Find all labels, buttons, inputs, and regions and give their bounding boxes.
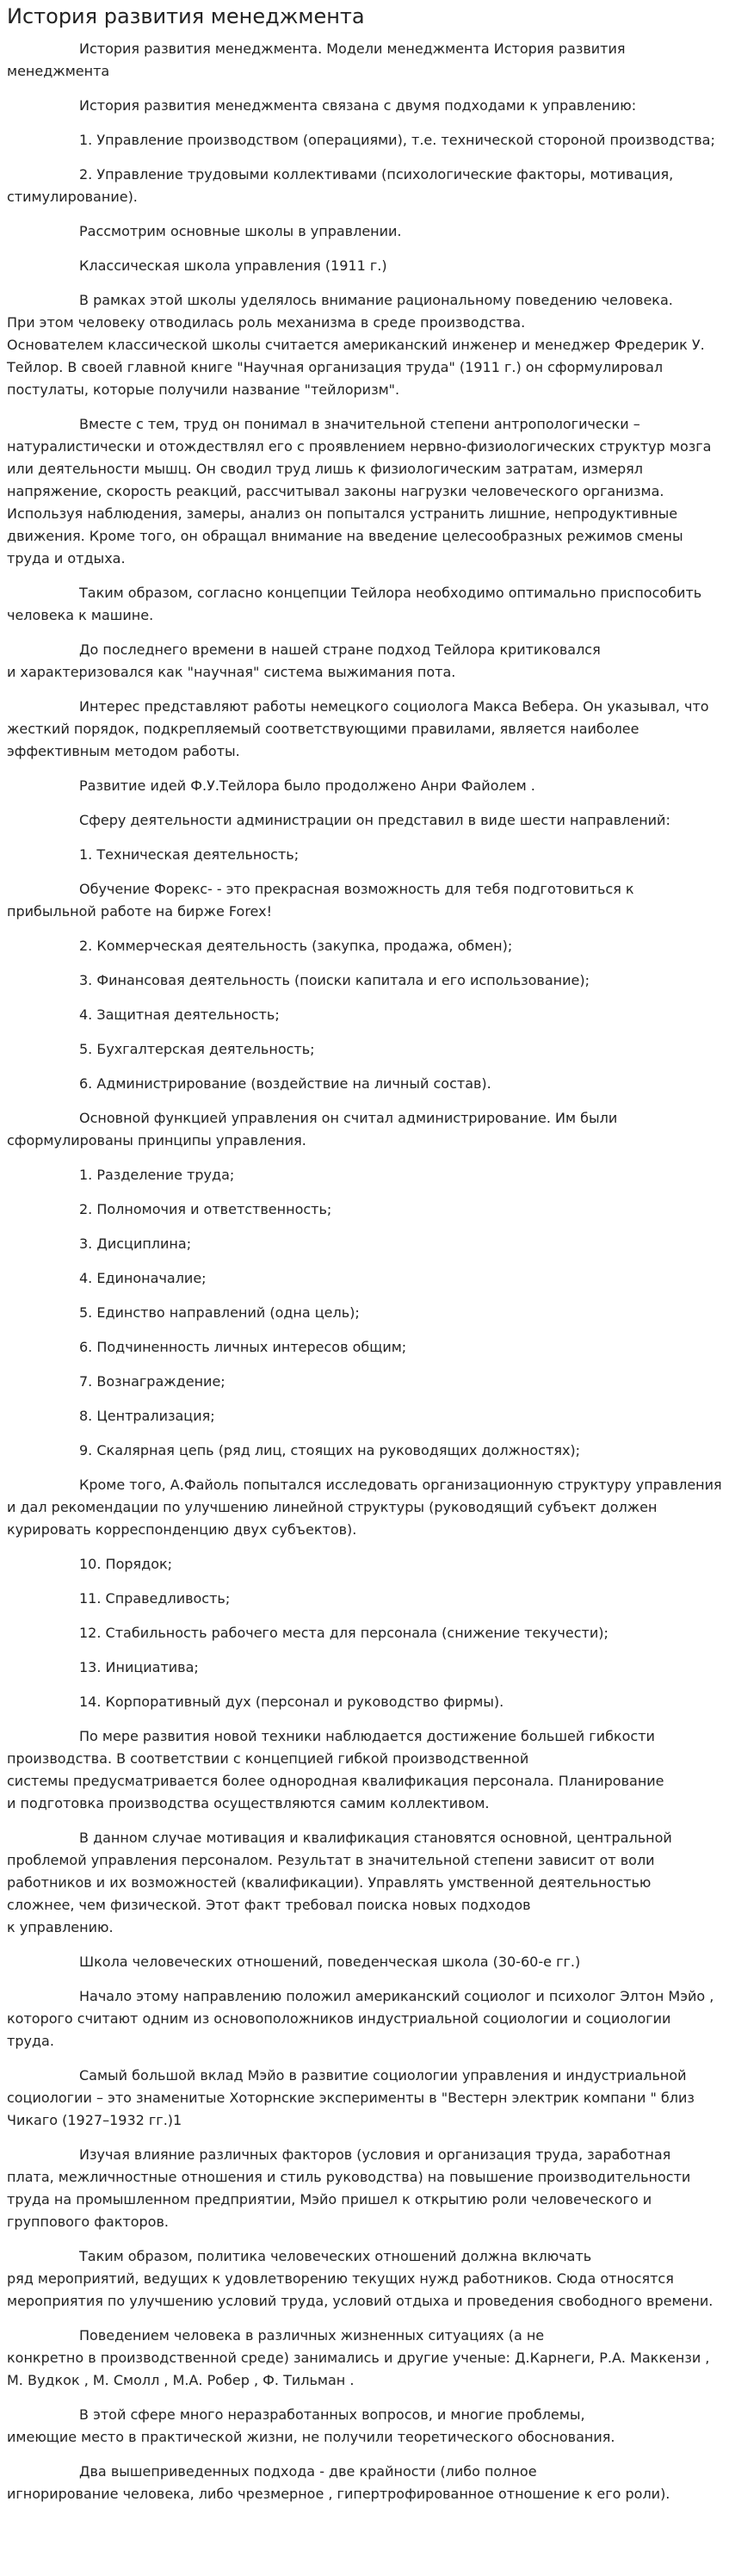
paragraph: Самый большой вклад Мэйо в развитие социологии управления и индустриальной социологии – это знаменитые Хоторнские эксперименты в "Вестерн электрик компани " близ Чикаго (1927–1932 гг.)1 (7, 2067, 695, 2128)
paragraph: Таким образом, политика человеческих отношений должна включать ряд мероприятий, ведущих к удовлетворению текущих нужд работников. Сюда относятся мероприятия по улучшению условий труда, условий отдыха и проведения свободного времени. (7, 2248, 714, 2309)
article-body (7, 38, 722, 2505)
paragraph: 6. Администрирование (воздействие на личный состав). (79, 1075, 491, 1092)
paragraph: В данном случае мотивация и квалификация становятся основной, центральной проблемой управления персоналом. Результат в значительной степени зависит от воли работников и их возможностей (квалификации). Управлять умственной деятельностью сложнее, чем физической. Этот факт требовал поиска новых подходов к управлению. (7, 1830, 672, 1935)
paragraph: Начало этому направлению положил американский социолог и психолог Элтон Мэйо , которого считают одним из основоположников индустриальной социологии и социологии труда. (7, 1988, 714, 2049)
paragraph: Интерес представляют работы немецкого социолога Макса Вебера. Он указывал, что жесткий порядок, подкрепляемый соответствующими правилами, является наиболее эффективным методом работы. (7, 698, 709, 759)
paragraph: Изучая влияние различных факторов (условия и организация труда, заработная плата, межличностные отношения и стиль руководства) на повышение производительности труда на промышленном предприятии, Мэйо пришел к открытию роли человеческого и группового факторов. (7, 2146, 691, 2230)
paragraph: История развития менеджмента. Модели менеджмента История развития менеджмента (7, 40, 626, 79)
paragraph: Обучение Форекс- - это прекрасная возможность для тебя подготовиться к прибыльной работе на бирже Forex! (7, 881, 634, 920)
paragraph: 1. Разделение труда; (79, 1167, 235, 1183)
paragraph: Вместе с тем, труд он понимал в значительной степени антропологически –натуралистически и отождествлял его с проявлением нервно-физиологических структур мозга или деятельности мышц. Он сводил труд лишь к физиологическим затратам, измерял напряжение, скорость реакций, рассчитывал законы нагрузки человеческого организма. Используя наблюдения, замеры, анализ он попытался устранить лишние, непродуктивные движения. Кроме того, он обращал внимание на введение целесообразных режимов смены труда и отдыха. (7, 416, 712, 567)
paragraph: Основной функцией управления он считал администрирование. Им были сформулированы принципы управления. (7, 1110, 618, 1149)
paragraph: 5. Единство направлений (одна цель); (79, 1304, 360, 1321)
paragraph: 4. Единоначалие; (79, 1270, 207, 1286)
paragraph: Классическая школа управления (1911 г.) (79, 257, 387, 274)
paragraph: 4. Защитная деятельность; (79, 1006, 280, 1023)
paragraph: 6. Подчиненность личных интересов общим; (79, 1339, 407, 1355)
paragraph: Рассмотрим основные школы в управлении. (79, 223, 402, 239)
paragraph: 5. Бухгалтерская деятельность; (79, 1041, 315, 1057)
paragraph: 11. Справедливость; (79, 1590, 231, 1607)
paragraph: 12. Стабильность рабочего места для персонала (снижение текучести); (79, 1625, 609, 1641)
paragraph: 2. Управление трудовыми коллективами (психологические факторы, мотивация, стимулирование). (7, 166, 674, 205)
paragraph: Таким образом, согласно концепции Тейлора необходимо оптимально приспособить человека к машине. (7, 585, 702, 623)
paragraph: 3. Финансовая деятельность (поиски капитала и его использование); (79, 972, 590, 988)
paragraph: 9. Скалярная цепь (ряд лиц, стоящих на руководящих должностях); (79, 1442, 581, 1458)
paragraph: Сферу деятельности администрации он представил в виде шести направлений: (79, 812, 670, 828)
paragraph: 1. Техническая деятельность; (79, 846, 300, 863)
paragraph: Поведением человека в различных жизненных ситуациях (а не конкретно в производственной среде) занимались и другие ученые: Д.Карнеги, Р.А. Маккензи , М. Вудкок , М. Смолл , М.А. Робер , Ф. Тильман . (7, 2327, 710, 2388)
paragraph: Развитие идей Ф.У.Тейлора было продолжено Анри Файолем . (79, 777, 535, 794)
paragraph: 1. Управление производством (операциями), т.е. технической стороной производства; (79, 132, 715, 148)
paragraph: В этой сфере много неразработанных вопросов, и многие проблемы, имеющие место в практической жизни, не получили теоретического обоснования. (7, 2406, 615, 2445)
paragraph: До последнего времени в нашей стране подход Тейлора критиковался и характеризовался как "научная" система выжимания пота. (7, 641, 601, 680)
paragraph: История развития менеджмента связана с двумя подходами к управлению: (79, 97, 637, 114)
paragraph: 7. Вознаграждение; (79, 1373, 225, 1390)
page-title: История развития менеджмента (7, 4, 365, 28)
paragraph: 8. Централизация; (79, 1408, 215, 1424)
paragraph: 14. Корпоративный дух (персонал и руководство фирмы). (79, 1694, 504, 1710)
paragraph: В рамках этой школы уделялось внимание рациональному поведению человека. При этом человеку отводилась роль механизма в среде производства. Основателем классической школы считается американский инженер и менеджер Фредерик У. Тейлор. В своей главной книге "Научная организация труда" (1911 г.) он сформулировал постулаты, которые получили название "тейлоризм". (7, 292, 705, 398)
paragraph: Кроме того, А.Файоль попытался исследовать организационную структуру управления и дал рекомендации по улучшению линейной структуры (руководящий субъект должен курировать корреспонденцию двух субъектов). (7, 1477, 722, 1538)
paragraph: 3. Дисциплина; (79, 1235, 192, 1252)
paragraph: Два вышеприведенных подхода - две крайности (либо полное игнорирование человека, либо чрезмерное , гипертрофированное отношение к его роли). (7, 2463, 670, 2502)
paragraph: 10. Порядок; (79, 1556, 173, 1572)
paragraph: Школа человеческих отношений, поведенческая школа (30-60-е гг.) (79, 1954, 581, 1970)
paragraph: 2. Полномочия и ответственность; (79, 1201, 332, 1217)
paragraph: 2. Коммерческая деятельность (закупка, продажа, обмен); (79, 938, 513, 954)
paragraph: 13. Инициатива; (79, 1659, 199, 1675)
paragraph: По мере развития новой техники наблюдается достижение большей гибкости производства. В соответствии с концепцией гибкой производственной системы предусматривается более однородная квалификация персонала. Планирование и подготовка производства осуществляются самим коллективом. (7, 1728, 664, 1811)
